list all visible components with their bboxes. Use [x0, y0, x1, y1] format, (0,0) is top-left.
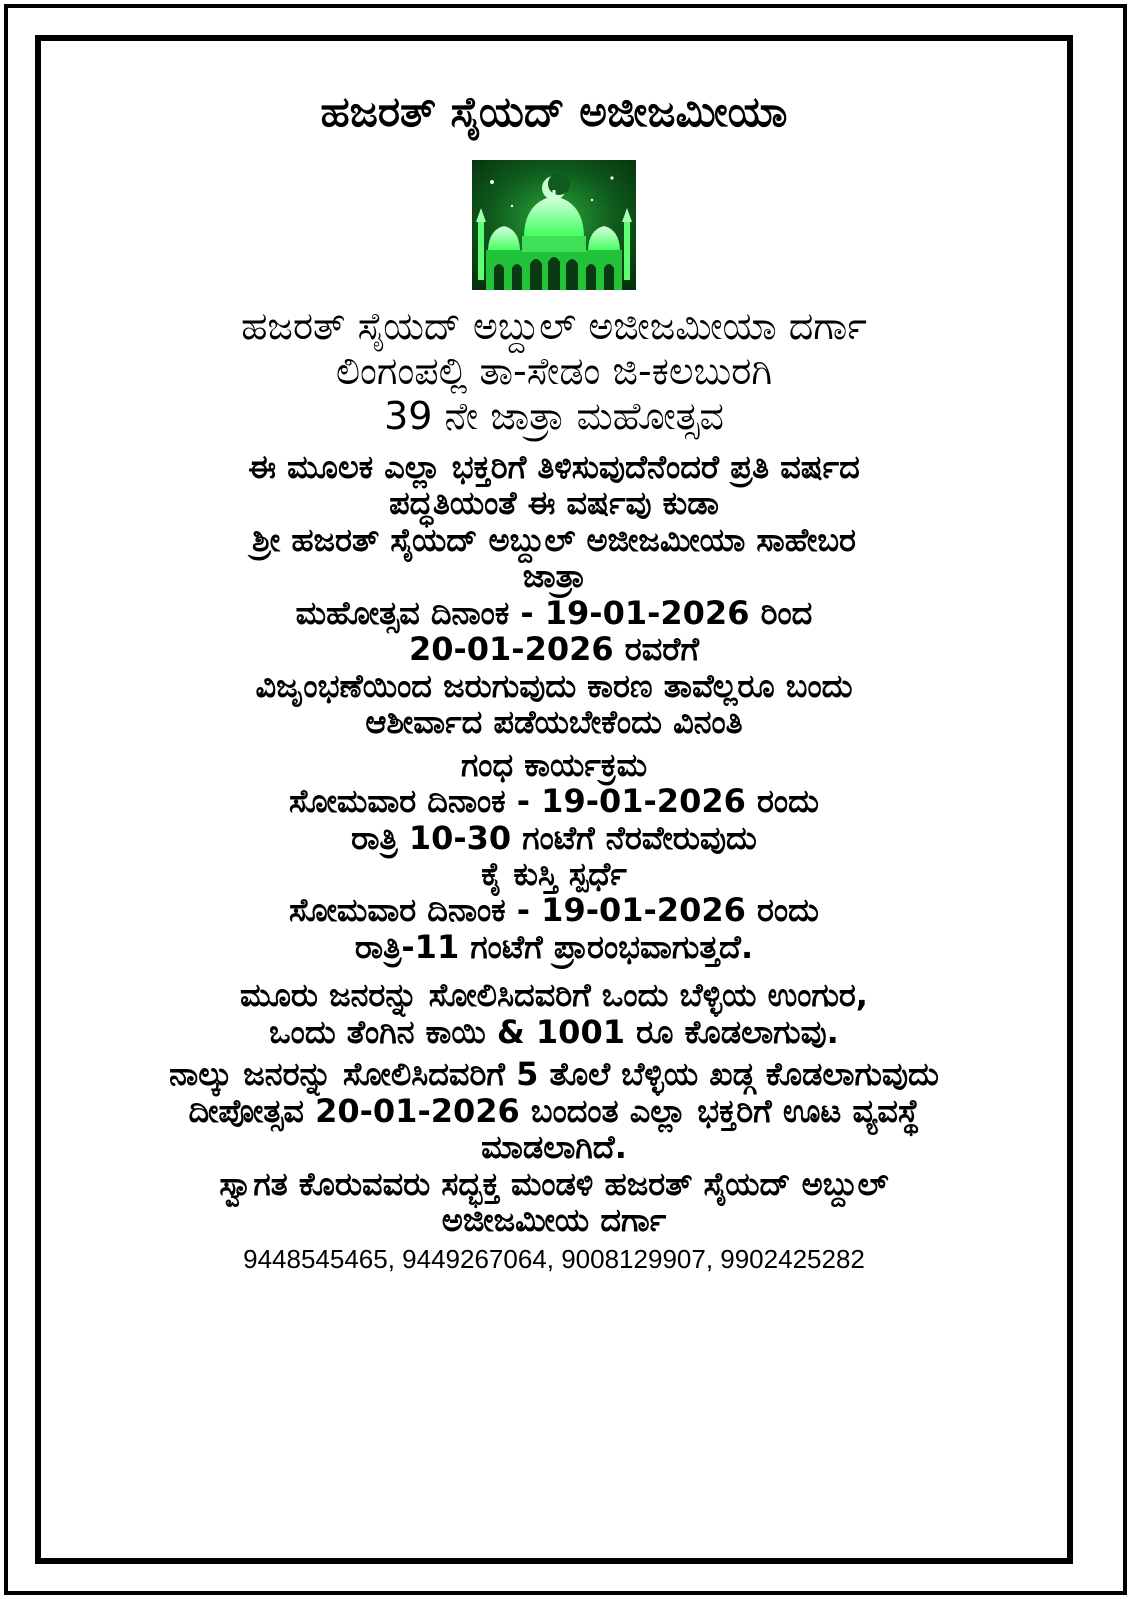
body-line-16: ಒಂದು ತೆಂಗಿನ ಕಾಯಿ & 1001 ರೂ ಕೊಡಲಾಗುವು. — [269, 1012, 839, 1051]
body-line-21: ಅಜೀಜಮೀಯ ದರ್ಗಾ — [441, 1201, 667, 1240]
body-line-15: ಮೂರು ಜನರನ್ನು ಸೋಲಿಸಿದವರಿಗೆ ಒಂದು ಬೆಳ್ಳಿಯ ಉಂಗುರ, — [240, 976, 868, 1015]
body-line-9: ಗಂಧ ಕಾರ್ಯಕ್ರಮ — [460, 745, 648, 784]
announcement-body — [41, 449, 1067, 1239]
body-line-18: ದೀಪೋತ್ಸವ 20-01-2026 ಬಂದಂತ ಎಲ್ಲಾ ಭಕ್ತರಿಗೆ ಊಟ ವ್ಯವಸ್ಥೆ — [188, 1091, 920, 1130]
heading-line-2: ಲಿಂಗಂಪಲ್ಲಿ ತಾ-ಸೇಡಂ ಜಿ-ಕಲಬುರಗಿ — [335, 349, 773, 394]
body-line-2: ಪದ್ಧತಿಯಂತೆ ಈ ವರ್ಷವು ಕುಡಾ — [389, 484, 719, 523]
heading-line-3: 39 ನೇ ಜಾತ್ರಾ ಮಹೋತ್ಸವ — [384, 394, 724, 439]
mosque-icon — [472, 160, 636, 290]
body-line-11: ರಾತ್ರಿ 10-30 ಗಂಟೆಗೆ ನೆರವೇರುವುದು — [351, 818, 757, 857]
body-line-10: ಸೋಮವಾರ ದಿನಾಂಕ - 19-01-2026 ರಂದು — [289, 782, 819, 821]
heading-block — [41, 304, 1067, 438]
poster — [35, 35, 1073, 1564]
mosque-image — [472, 160, 636, 290]
poster-title: ಹಜರತ್ ಸೈಯದ್ ಅಜೀಜಮೀಯಾ — [320, 87, 788, 136]
contact-phones: 9448545465, 9449267064, 9008129907, 9902425282 — [243, 1243, 865, 1274]
body-line-8: ಆಶೀರ್ವಾದ ಪಡೆಯಬೇಕೆಂದು ವಿನಂತಿ — [365, 703, 743, 742]
body-line-3: ಶ್ರೀ ಹಜರತ್ ಸೈಯದ್ ಅಬ್ದುಲ್ ಅಜೀಜಮೀಯಾ ಸಾಹೇಬರ — [252, 520, 856, 559]
body-line-12: ಕೈ ಕುಸ್ತಿ ಸ್ಪರ್ಧೆ — [481, 855, 627, 893]
body-line-6: 20-01-2026 ರವರೆಗೆ — [408, 630, 700, 669]
body-line-17: ನಾಲ್ಕು ಜನರನ್ನು ಸೋಲಿಸಿದವರಿಗೆ 5 ತೊಲೆ ಬೆಳ್ಳಿಯ ಖಡ್ಗ ಕೊಡಲಾಗುವುದು — [169, 1055, 939, 1094]
body-line-4: ಜಾತ್ರಾ — [522, 557, 586, 596]
body-line-19: ಮಾಡಲಾಗಿದೆ. — [481, 1128, 627, 1167]
body-line-7: ವಿಜೃಂಭಣೆಯಿಂದ ಜರುಗುವುದು ಕಾರಣ ತಾವೆಲ್ಲರೂ ಬಂದು — [255, 666, 853, 705]
body-line-13: ಸೋಮವಾರ ದಿನಾಂಕ - 19-01-2026 ರಂದು — [289, 891, 819, 930]
body-line-1: ಈ ಮೂಲಕ ಎಲ್ಲಾ ಭಕ್ತರಿಗೆ ತಿಳಿಸುವುದೆನೆಂದರೆ ಪ್ರತಿ ವರ್ಷದ — [248, 447, 860, 486]
body-line-5: ಮಹೋತ್ಸವ ದಿನಾಂಕ - 19-01-2026 ರಿಂದ — [295, 593, 813, 632]
body-line-20: ಸ್ವಾಗತ ಕೊರುವವರು ಸದ್ಭಕ್ತ ಮಂಡಳಿ ಹಜರತ್ ಸೈಯದ್ ಅಬ್ದುಲ್ — [219, 1164, 889, 1203]
poster-content — [41, 41, 1067, 1273]
body-line-14: ರಾತ್ರಿ-11 ಗಂಟೆಗೆ ಪ್ರಾರಂಭವಾಗುತ್ತದೆ. — [354, 927, 754, 966]
heading-line-1: ಹಜರತ್ ಸೈಯದ್ ಅಬ್ದುಲ್ ಅಜೀಜಮೀಯಾ ದರ್ಗಾ — [241, 304, 867, 349]
